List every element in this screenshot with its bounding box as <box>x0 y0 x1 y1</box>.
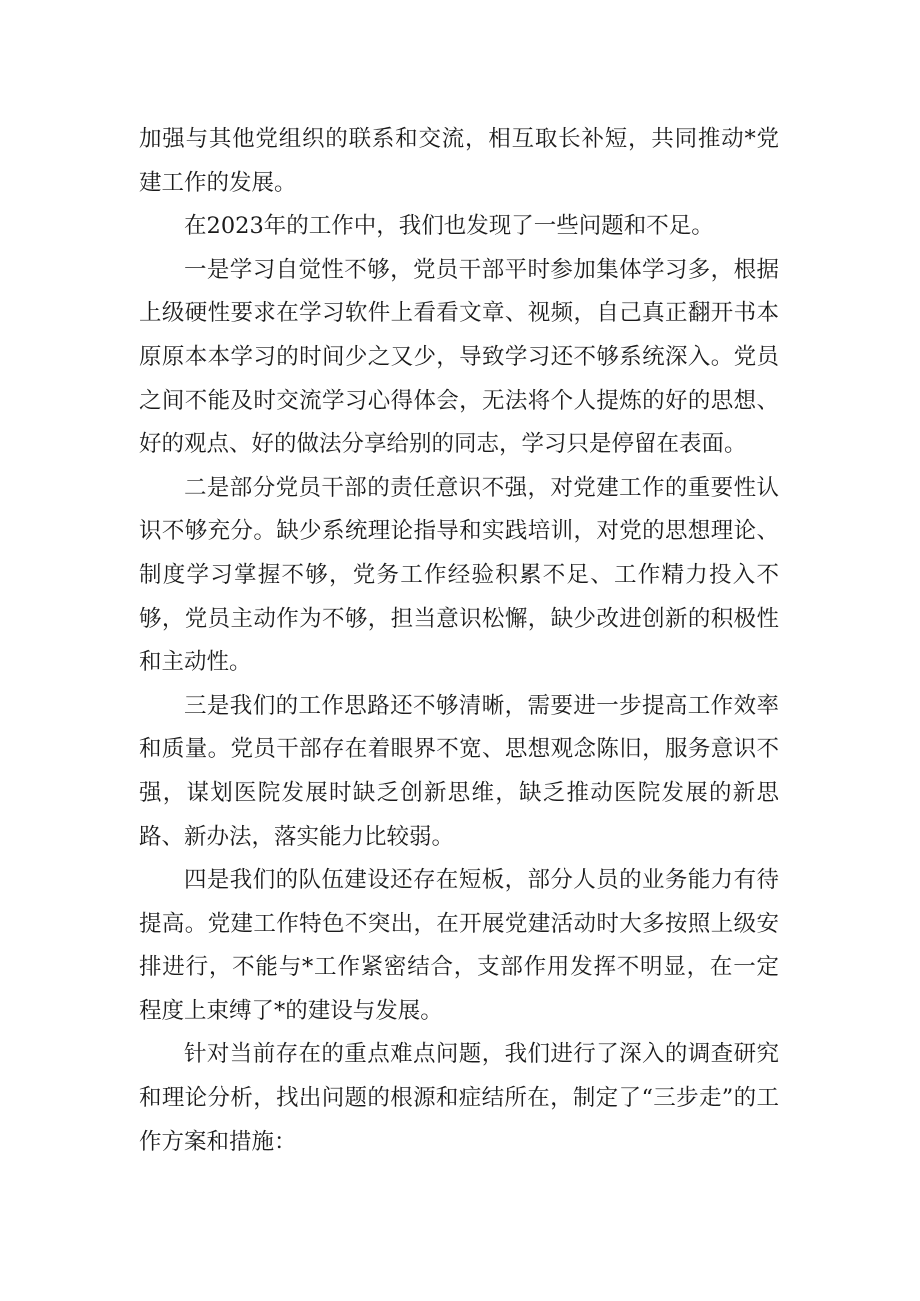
paragraph-problem-two: 二是部分党员干部的责任意识不强，对党建工作的重要性认识不够充分。缺少系统理论指导和实践培训，对党的思想理论、制度学习掌握不够，党务工作经验积累不足、工作精力投入不够，党员主动作为不够，担当意识松懈，缺少改进创新的积极性和主动性。 <box>139 474 779 676</box>
paragraph-problem-one: 一是学习自觉性不够，党员干部平时参加集体学习多，根据上级硬性要求在学习软件上看看文章、视频，自己真正翻开书本原原本本学习的时间少之又少，导致学习还不够系统深入。党员之间不能及时交流学习心得体会，无法将个人提炼的好的思想、好的观点、好的做法分享给别的同志，学习只是停留在表面。 <box>139 256 779 458</box>
paragraph-problems-intro: 在2023年的工作中，我们也发现了一些问题和不足。 <box>184 213 714 240</box>
paragraph-continued: 加强与其他党组织的联系和交流，相互取长补短，共同推动*党建工作的发展。 <box>139 126 779 196</box>
paragraph-measures-intro: 针对当前存在的重点难点问题，我们进行了深入的调查研究和理论分析，找出问题的根源和症结所在，制定了“三步走”的工作方案和措施： <box>139 1041 779 1155</box>
paragraph-problem-three: 三是我们的工作思路还不够清晰，需要进一步提高工作效率和质量。党员干部存在着眼界不宽、思想观念陈旧，服务意识不强，谋划医院发展时缺乏创新思维，缺乏推动医院发展的新思路、新办法，落实能力比较弱。 <box>139 692 779 850</box>
document-body <box>139 118 779 1164</box>
paragraph-problem-four: 四是我们的队伍建设还存在短板，部分人员的业务能力有待提高。党建工作特色不突出，在开展党建活动时大多按照上级安排进行，不能与*工作紧密结合，支部作用发挥不明显，在一定程度上束缚了*的建设与发展。 <box>139 867 779 1024</box>
